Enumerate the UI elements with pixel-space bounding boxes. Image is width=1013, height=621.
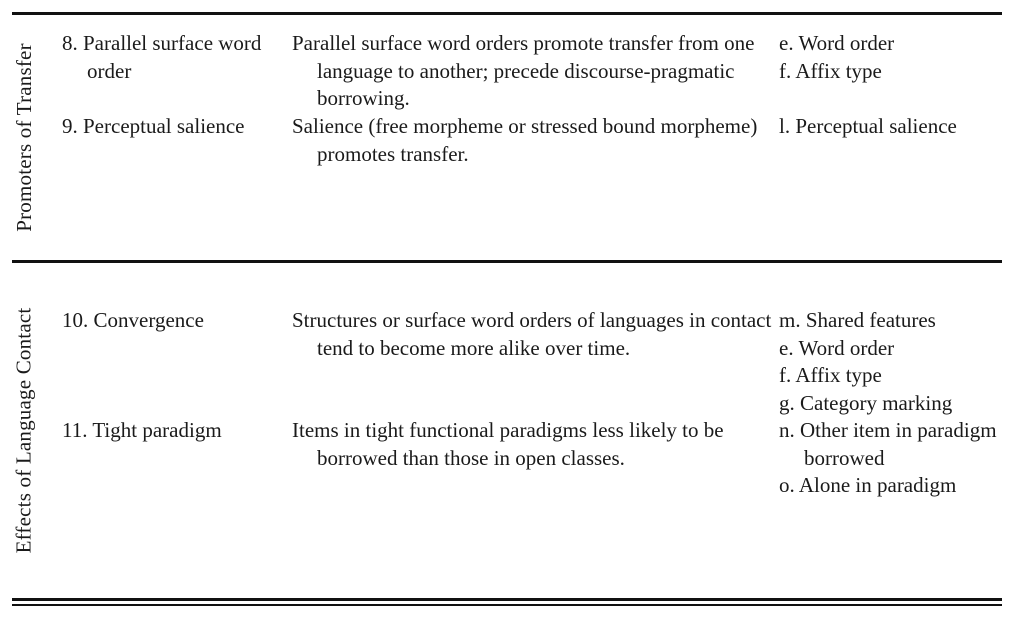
row-term: 9. Perceptual salience	[62, 114, 245, 138]
section-divider	[12, 260, 1002, 263]
feature-item: m. Shared features	[779, 308, 936, 332]
feature-item: g. Category marking	[779, 390, 953, 415]
feature-item: o. Alone in paradigm	[779, 473, 957, 497]
row-term: 8. Parallel surface word order	[62, 31, 262, 83]
row-features	[779, 307, 1001, 417]
section-label-promoters: Promoters of Transfer	[11, 43, 36, 232]
feature-item: f. Affix type	[779, 58, 882, 83]
feature-item: f. Affix type	[779, 363, 882, 387]
row-description: Salience (free morpheme or stressed bound morpheme) promotes transfer.	[292, 114, 758, 166]
feature-item: e. Word order	[779, 31, 895, 55]
row-features	[779, 417, 1001, 500]
row-term: 11. Tight paradigm	[62, 418, 222, 442]
bottom-rule-double	[12, 604, 1002, 606]
top-rule	[12, 12, 1002, 15]
feature-item: n. Other item in paradigm borrowed	[779, 418, 997, 470]
feature-item: e. Word order	[779, 335, 895, 360]
row-description: Structures or surface word orders of languages in contact tend to become more alike over time.	[292, 308, 772, 360]
row-features	[779, 113, 1001, 141]
row-description: Parallel surface word orders promote transfer from one language to another; precede discourse-pragmatic borrowing.	[292, 31, 755, 110]
feature-item: l. Perceptual salience	[779, 114, 957, 138]
row-features	[779, 30, 1001, 85]
bottom-rule	[12, 598, 1002, 601]
section-label-effects: Effects of Language Contact	[11, 307, 36, 554]
row-description: Items in tight functional paradigms less likely to be borrowed than those in open classes.	[292, 418, 724, 470]
row-term: 10. Convergence	[62, 308, 204, 332]
